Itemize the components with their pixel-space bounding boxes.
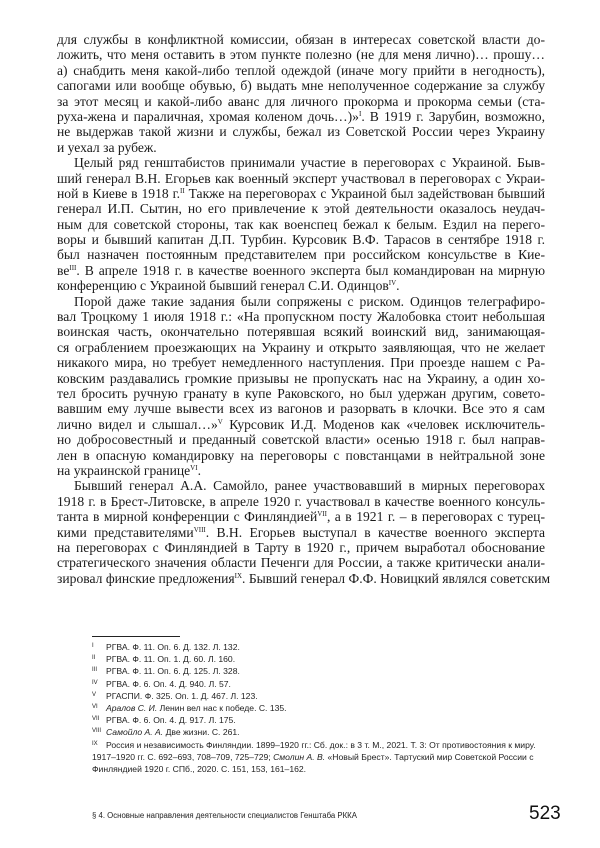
- footnote-text: Россия и независимость Финляндии. 1899–1920 гг.: Сб. док.: в 3 т. М., 2021. Т. 3: От противостояния к миру. 1917–1920 гг. С. 692–693, 708–709, 725–729;: [92, 739, 536, 762]
- text-line: [57, 525, 545, 540]
- text-line: воры и бывший капитан Д.П. Турбин. Курсовик В.Ф. Тарасов в сентябре 1918 г.: [57, 232, 545, 248]
- footnote-separator: [92, 636, 180, 637]
- footnote-ref: VI: [190, 463, 198, 472]
- footnote-text: РГВА. Ф. 11. Оп. 6. Д. 125. Л. 328.: [106, 666, 240, 677]
- line-text: конференцию с Украиной бывший генерал С.И. Одинцов: [57, 278, 389, 294]
- line-text: . Бывший генерал Ф.Ф. Новицкий являлся советским: [242, 570, 551, 586]
- footnote: V РГАСПИ. Ф. 325. Оп. 1. Д. 467. Л. 123.: [92, 690, 258, 701]
- paragraph: [57, 155, 545, 294]
- footnote-author: Самойло А. А.: [106, 727, 164, 738]
- text-line: [57, 417, 545, 432]
- line-text: , а в 1921 г. – в переговорах с турец-: [326, 509, 545, 525]
- text-line: [57, 186, 545, 201]
- footnote: III РГВА. Ф. 11. Оп. 6. Д. 125. Л. 328.: [92, 666, 240, 677]
- footnote-ref: IV: [388, 279, 397, 288]
- footnote: VII РГВА. Ф. 6. Оп. 4. Д. 917. Л. 175.: [92, 715, 236, 726]
- footnote-text: Ленин вел нас к победе. С. 135.: [157, 703, 287, 714]
- footnote-author: Аралов С. И.: [106, 703, 158, 714]
- line-text: .: [396, 278, 400, 294]
- text-line: [57, 570, 551, 586]
- text-line: ся ограблением проезжающих на Украину и открыто заявляющая, что не желает: [57, 339, 545, 355]
- text-line: ложить, что меня оставить в этом пункте полезно (не для меня лично)… прошу…: [57, 47, 545, 63]
- line-text: на украинской границе: [57, 462, 191, 478]
- footnote-ref: III: [69, 263, 77, 272]
- footnote: IV РГВА. Ф. 6. Оп. 4. Д. 940. Л. 57.: [92, 678, 231, 689]
- text-line: вал Троцкому 1 июля 1918 г.: «На пропускном посту Жалобовка стоит небольшая: [57, 309, 545, 325]
- line-text: зировал финские предложения: [57, 570, 235, 586]
- text-line: ным для советской стороны, так как военспец бежал к белым. Ездил на перего-: [57, 216, 545, 232]
- line-text: танта в мирной конференции с Финляндией: [57, 509, 318, 525]
- footnote-author: Смолин А. В.: [273, 751, 326, 762]
- text-line: вавшим ему лучше вывести всех из вагонов и разорвать в клочки. Все это я сам: [57, 401, 545, 417]
- text-line: для службы в конфликтной комиссии, обязан в интересах советской власти до-: [57, 32, 545, 47]
- footnote-ref: IX: [234, 571, 243, 580]
- footnote-text: РГВА. Ф. 11. Оп. 6. Д. 132. Л. 132.: [106, 642, 240, 652]
- text-line: на переговорах с Финляндией в Тарту в 1920 г., причем выработал обоснование: [57, 539, 545, 555]
- footnote-text: Две жизни. С. 261.: [163, 727, 240, 738]
- running-footer: § 4. Основные направления деятельности специалистов Генштаба РККА: [92, 811, 357, 820]
- line-text: руха-жена и параличная, хромая коленом дочь…)»: [57, 108, 359, 124]
- line-text: Также на переговорах с Украиной был задействован бывший: [184, 185, 545, 201]
- line-text: лично видел и слышал…»: [57, 416, 218, 432]
- footnote-ref: VII: [317, 510, 327, 519]
- text-line: и уехал за рубеж.: [57, 139, 157, 155]
- text-line: [57, 109, 545, 124]
- text-line: был назначен постоянным представителем при российском консульстве в Кие-: [57, 247, 545, 263]
- text-line: лен в опасную командировку на переговоры с повстанцами в нейтральной зоне: [57, 447, 545, 463]
- footnote-text: РГАСПИ. Ф. 325. Оп. 1. Д. 467. Л. 123.: [106, 690, 258, 701]
- text-line: 1918 г. в Брест-Литовске, в апреле 1920 г. участвовал в качестве военного консуль-: [57, 493, 545, 509]
- footnote: VI Аралов С. И. Ленин вел нас к победе. С. 135.: [92, 703, 287, 714]
- text-line: [57, 278, 545, 293]
- text-line: за этот месяц и какой-либо аванс для личного прокорма и прокорма семьи (ста-: [57, 93, 545, 109]
- text-line: воинская часть, окончательно потерявшая всякий воинский вид, занимающая-: [57, 324, 545, 340]
- line-text: ве: [57, 262, 70, 278]
- text-line: сапогами или вообще обувью, б) выдать мне неполученное содержание за службу: [57, 78, 545, 94]
- line-text: кими представителями: [57, 524, 194, 540]
- text-line: [57, 263, 545, 278]
- text-line: никакого мира, но требует немедленного наступления. При проезде нашем с Ра-: [57, 355, 545, 371]
- text-line: Порой даже такие задания были сопряжены с риском. Одинцов телеграфиро-: [74, 293, 545, 309]
- text-line: не выдержав такой жизни и службы, бежал из Советской России через Украину: [57, 124, 545, 140]
- footnote: VIII Самойло А. А. Две жизни. С. 261.: [92, 727, 240, 738]
- text-line: а) снабдить меня какой-либо теплой одеждой (иначе могу прийти в негодность),: [57, 62, 545, 78]
- text-line: Бывший генерал А.А. Самойло, ранее участвовавший в мирных переговорах: [74, 478, 545, 494]
- footnote: II РГВА. Ф. 11. Оп. 1. Д. 60. Л. 160.: [92, 654, 236, 665]
- paragraph: [57, 294, 545, 479]
- line-text: .: [197, 462, 201, 478]
- line-text: . В 1919 г. Зарубин, возможно,: [361, 108, 545, 124]
- footnote-text: РГВА. Ф. 6. Оп. 4. Д. 940. Л. 57.: [106, 678, 231, 689]
- text-line: стратегического значения области Печенги для России, а также критически анали-: [57, 555, 545, 571]
- footnote-ref: VIII: [193, 525, 206, 534]
- text-line: ковским раздавались громкие призывы не пропускать нас на Украину, а один хо-: [57, 370, 545, 386]
- footnote-text: «Новый Брест». Тартуский мир Советской России с Финляндией 1920 г. СПб., 2020. С. 151, 153, 161–162.: [92, 751, 534, 775]
- text-line: генерал И.П. Сытин, но его привлечение к этой деятельности оказалось неудач-: [57, 201, 545, 217]
- page-number: 523: [529, 803, 561, 824]
- text-line: [57, 509, 545, 524]
- text-line: [57, 463, 545, 478]
- body-text: [57, 32, 551, 586]
- line-text: . В апреле 1918 г. в качестве военного эксперта был командирован на мирную: [76, 262, 545, 278]
- footnote-ref: II: [180, 186, 185, 195]
- line-text: Курсовик И.Д. Моденов как «человек исключитель-: [222, 416, 546, 432]
- text-line: ший генерал В.Н. Егорьев как военный эксперт участвовал в переговорах с Украи-: [57, 170, 545, 186]
- line-text: . В.Н. Егорьев выступал в качестве военного эксперта: [205, 524, 545, 540]
- paragraph: [57, 32, 545, 155]
- paragraph: [57, 478, 551, 586]
- footnote: IX Россия и независимость Финляндии. 1899–1920 гг.: Сб. док.: в 3 т. М., 2021. Т. 3: От противостояния к миру. 1917–1920 гг. С. 692–693, 708–709, 725–729; Смолин А. В. «Новый Брест». Тартуский мир Советской России с Финляндией 1920 г. СПб., 2020. С. 151, 153, 161–162.: [92, 739, 536, 775]
- footnote: I РГВА. Ф. 11. Оп. 6. Д. 132. Л. 132.: [92, 642, 240, 652]
- footnote-ref: V: [217, 417, 223, 426]
- footnote-text: РГВА. Ф. 6. Оп. 4. Д. 917. Л. 175.: [106, 715, 236, 726]
- footnote-ref: I: [358, 109, 362, 118]
- text-line: Целый ряд генштабистов принимали участие в переговорах с Украиной. Быв-: [74, 155, 545, 171]
- line-text: ной в Киеве в 1918 г.: [57, 185, 181, 201]
- text-line: но добросовестный и преданный советской власти» осенью 1918 г. был направ-: [57, 432, 545, 448]
- footnotes: [92, 641, 547, 775]
- text-line: тел бросить ручную гранату в купе Раковского, но был удержан другим, совето-: [57, 385, 545, 401]
- footnote-text: РГВА. Ф. 11. Оп. 1. Д. 60. Л. 160.: [106, 654, 236, 665]
